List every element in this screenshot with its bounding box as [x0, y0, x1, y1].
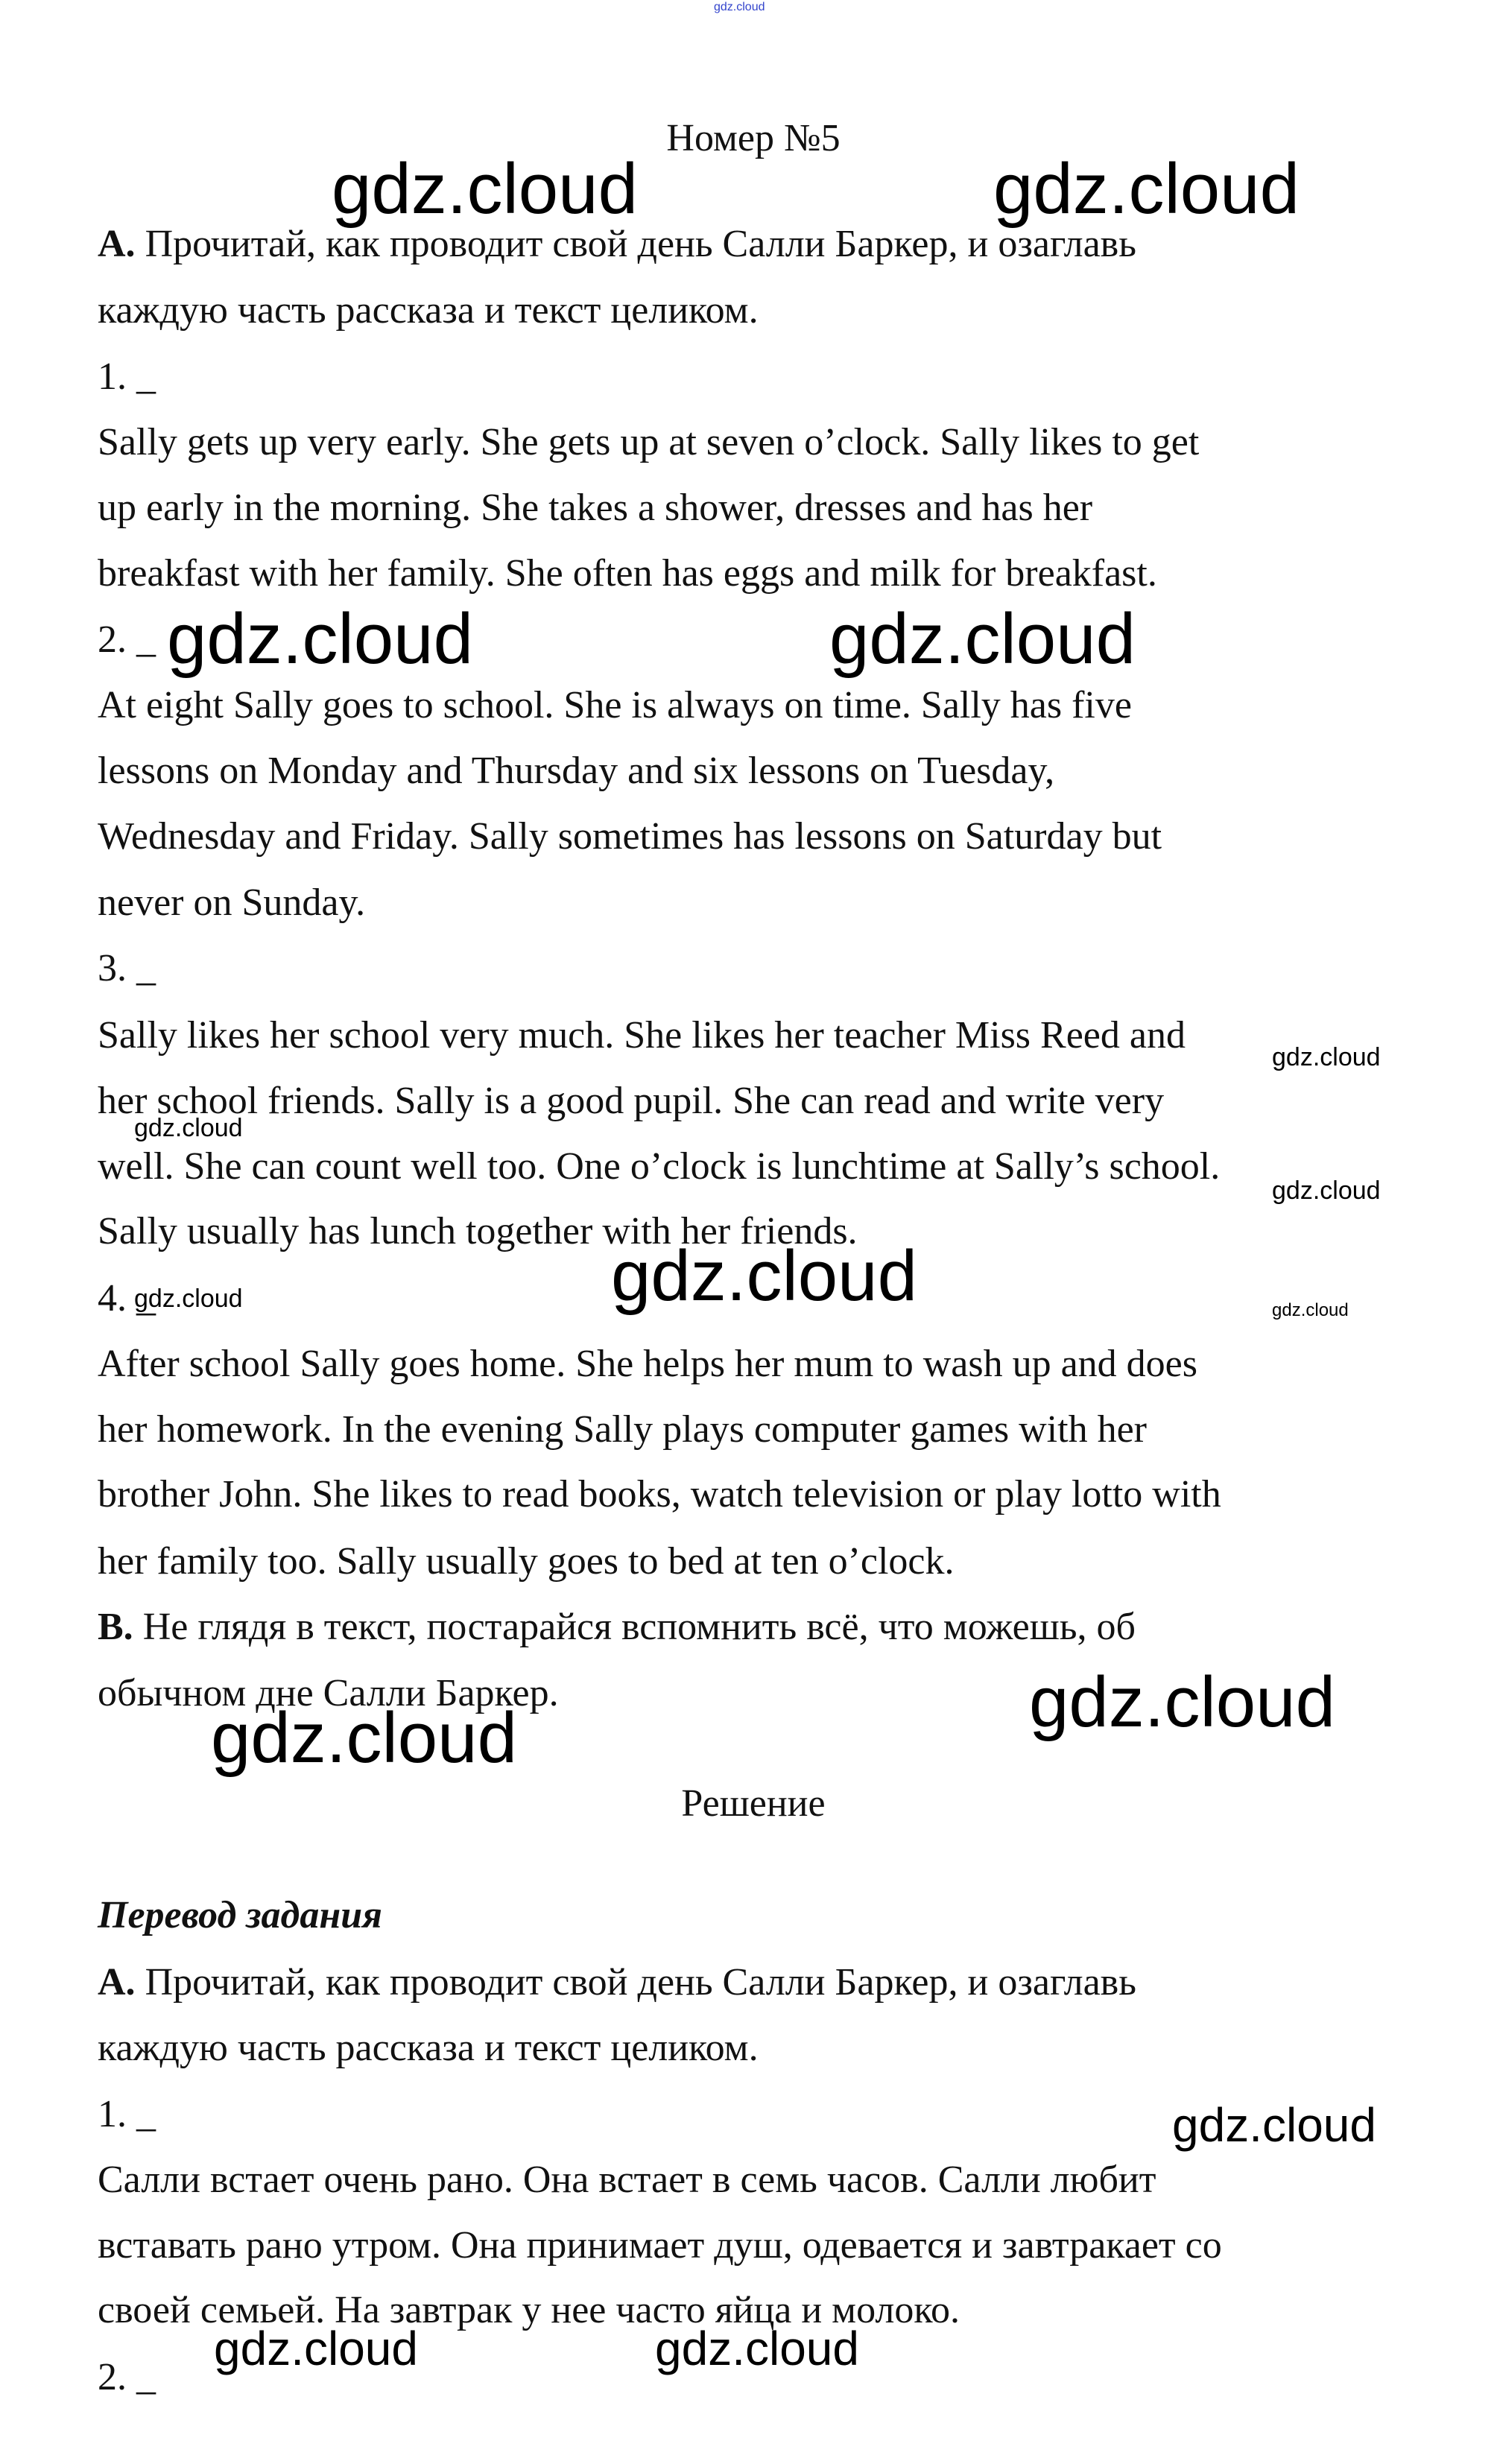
part-4-line: her family too. Sally usually goes to bed at ten o’clock.	[98, 1540, 955, 1583]
watermark: gdz.cloud	[829, 599, 1136, 679]
part-3-line: Sally usually has lunch together with her friends.	[98, 1210, 858, 1252]
translation-part-1-number: 1. _	[98, 2093, 156, 2135]
watermark: gdz.cloud	[167, 599, 473, 679]
watermark-top: gdz.cloud	[714, 1, 765, 13]
task-b-line	[98, 1594, 1136, 1660]
watermark: gdz.cloud	[1272, 1176, 1381, 1205]
watermark: gdz.cloud	[211, 1698, 517, 1778]
part-3-line: well. She can count well too. One o’clock is lunchtime at Sally’s school.	[98, 1145, 1221, 1188]
task-a-line-2: каждую часть рассказа и текст целиком.	[98, 289, 759, 332]
part-1-line: breakfast with her family. She often has eggs and milk for breakfast.	[98, 552, 1157, 595]
part-2-line: never on Sunday.	[98, 881, 366, 924]
part-4-line: her homework. In the evening Sally plays computer games with her	[98, 1408, 1147, 1451]
watermark: gdz.cloud	[1272, 1043, 1381, 1071]
part-4-number: 4. _	[98, 1277, 156, 1320]
task-b-label: B.	[98, 1606, 133, 1648]
task-a-label: A.	[98, 223, 136, 265]
part-2-number: 2. _	[98, 618, 156, 661]
translation-part-2-number: 2. _	[98, 2356, 156, 2398]
part-1-number: 1. _	[98, 355, 156, 398]
part-1-line: up early in the morning. She takes a shower, dresses and has her	[98, 487, 1093, 529]
watermark: gdz.cloud	[1172, 2098, 1376, 2152]
translation-task-a-line-2: каждую часть рассказа и текст целиком.	[98, 2027, 759, 2069]
watermark: gdz.cloud	[993, 149, 1300, 229]
part-2-line: lessons on Monday and Thursday and six lessons on Tuesday,	[98, 750, 1055, 792]
part-3-number: 3. _	[98, 947, 156, 989]
task-b-line-2: обычном дне Салли Баркер.	[98, 1672, 559, 1714]
part-3-line: Sally likes her school very much. She likes her teacher Miss Reed and	[98, 1014, 1186, 1057]
translation-part-1-line: вставать рано утром. Она принимает душ, одевается и завтракает со	[98, 2224, 1222, 2267]
part-1-line: Sally gets up very early. She gets up at seven o’clock. Sally likes to get	[98, 421, 1200, 463]
watermark: gdz.cloud	[655, 2322, 859, 2375]
part-2-line: At eight Sally goes to school. She is always on time. Sally has five	[98, 684, 1132, 726]
watermark: gdz.cloud	[134, 1285, 243, 1313]
part-3-line: her school friends. Sally is a good pupil. She can read and write very	[98, 1080, 1165, 1122]
translation-part-1-line: Салли встает очень рано. Она встает в семь часов. Салли любит	[98, 2159, 1156, 2201]
watermark: gdz.cloud	[1272, 1300, 1349, 1320]
watermark: gdz.cloud	[214, 2322, 418, 2375]
translation-part-1-line: своей семьей. На завтрак у нее часто яйца и молоко.	[98, 2289, 960, 2331]
page-title: Номер №5	[666, 117, 841, 159]
translation-task-a-label: A.	[98, 1961, 136, 2004]
translation-heading: Перевод задания	[98, 1894, 382, 1936]
part-4-line: After school Sally goes home. She helps her mum to wash up and does	[98, 1343, 1197, 1385]
solution-heading: Решение	[681, 1782, 826, 1825]
watermark: gdz.cloud	[611, 1236, 917, 1316]
translation-task-a-line	[98, 1950, 1136, 2015]
watermark: gdz.cloud	[134, 1114, 243, 1142]
part-4-line: brother John. She likes to read books, watch television or play lotto with	[98, 1473, 1221, 1516]
watermark: gdz.cloud	[1029, 1662, 1335, 1742]
task-b-text: Не глядя в текст, постарайся вспомнить всё, что можешь, об	[133, 1606, 1136, 1648]
task-a-text: Прочитай, как проводит свой день Салли Баркер, и озаглавь	[135, 223, 1136, 265]
watermark: gdz.cloud	[332, 149, 638, 229]
part-2-line: Wednesday and Friday. Sally sometimes has lessons on Saturday but	[98, 815, 1162, 858]
translation-task-a-text: Прочитай, как проводит свой день Салли Баркер, и озаглавь	[135, 1961, 1136, 2004]
